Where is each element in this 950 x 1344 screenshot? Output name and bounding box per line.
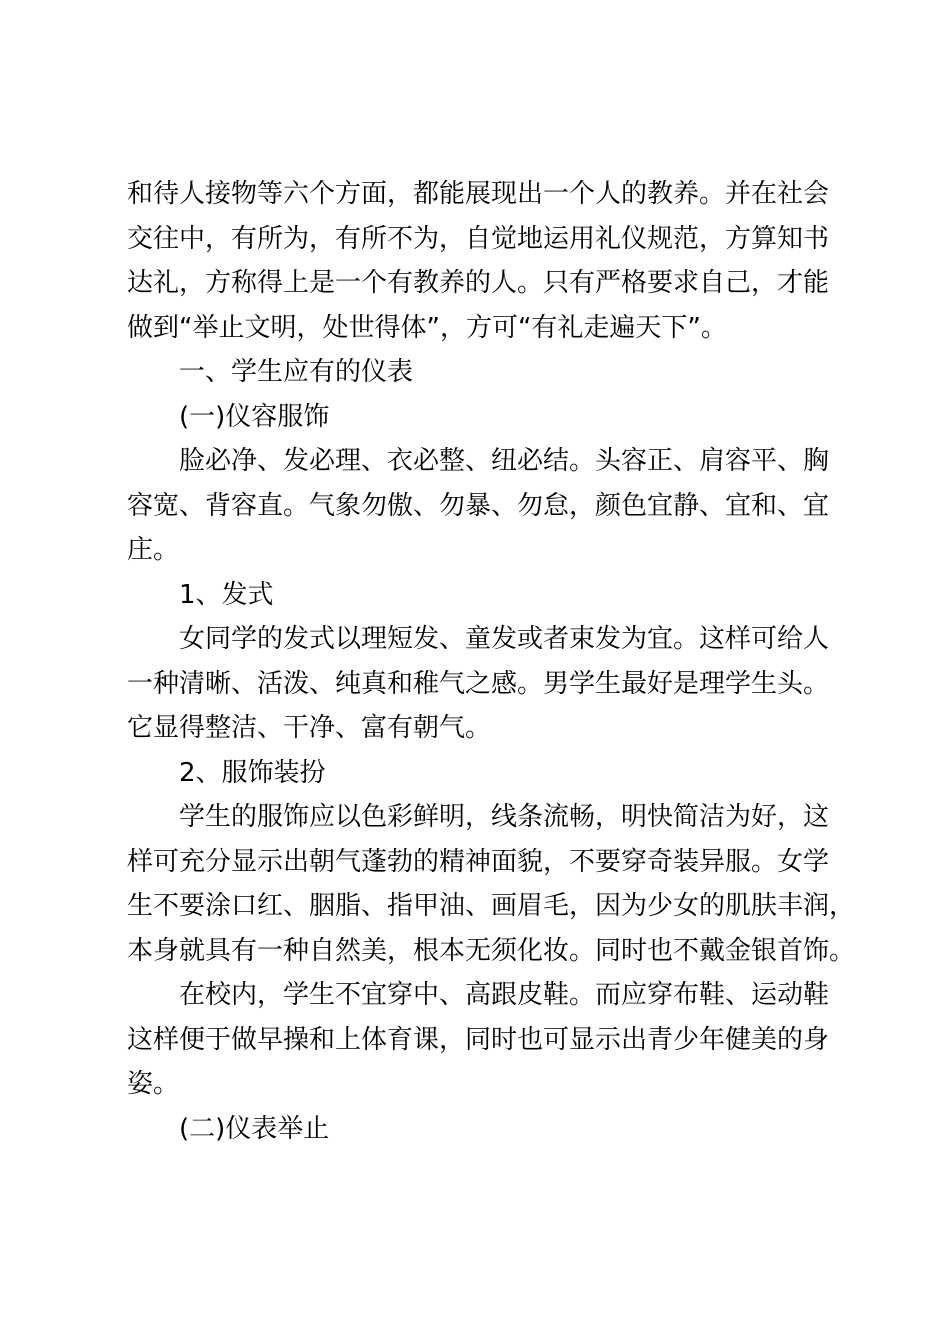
paragraph-start: 学生的服饰应以色彩鲜明，线条流畅，明快简洁为好，这 <box>179 802 830 832</box>
text-line: 和待人接物等六个方面，都能展现出一个人的教养。并在社会 <box>127 179 830 209</box>
paragraph-start: 脸必净、发必理、衣必整、纽必结。头容正、肩容平、胸 <box>179 446 830 476</box>
document-body <box>127 172 856 1151</box>
text-line: 一种清晰、活泼、纯真和稚气之感。男学生最好是理学生头。 <box>127 668 830 699</box>
item-heading: 1、发式 <box>179 579 274 610</box>
subsection-heading: (二)仪表举止 <box>179 1113 330 1144</box>
section-heading: 一、学生应有的仪表 <box>179 357 414 387</box>
text-line: 这样便于做早操和上体育课，同时也可显示出青少年健美的身 <box>127 1024 830 1055</box>
subsection-heading: (一)仪容服饰 <box>179 401 330 432</box>
paragraph-start: 女同学的发式以理短发、童发或者束发为宜。这样可给人 <box>179 624 830 654</box>
item-heading: 2、服饰装扮 <box>179 757 326 788</box>
text-line: 本身就具有一种自然美，根本无须化妆。同时也不戴金银首饰。 <box>127 935 856 966</box>
text-line: 样可充分显示出朝气蓬勃的精神面貌，不要穿奇装异服。女学 <box>127 846 830 877</box>
text-line: 庄。 <box>127 535 180 565</box>
text-line: 达礼，方称得上是一个有教养的人。只有严格要求自己，才能 <box>127 268 830 298</box>
text-line: 它显得整洁、干净、富有朝气。 <box>127 713 492 743</box>
text-line: 交往中，有所为，有所不为，自觉地运用礼仪规范，方算知书 <box>127 223 830 254</box>
text-line: 生不要涂口红、胭脂、指甲油、画眉毛，因为少女的肌肤丰润， <box>127 891 856 921</box>
text-line: 容宽、背容直。气象勿傲、勿暴、勿怠，颜色宜静、宜和、宜 <box>127 490 830 521</box>
paragraph-start: 在校内，学生不宜穿中、高跟皮鞋。而应穿布鞋、运动鞋 <box>179 980 830 1010</box>
text-line: 做到“举止文明，处世得体”，方可“有礼走遍天下”。 <box>127 312 727 343</box>
text-line: 姿。 <box>127 1069 180 1099</box>
